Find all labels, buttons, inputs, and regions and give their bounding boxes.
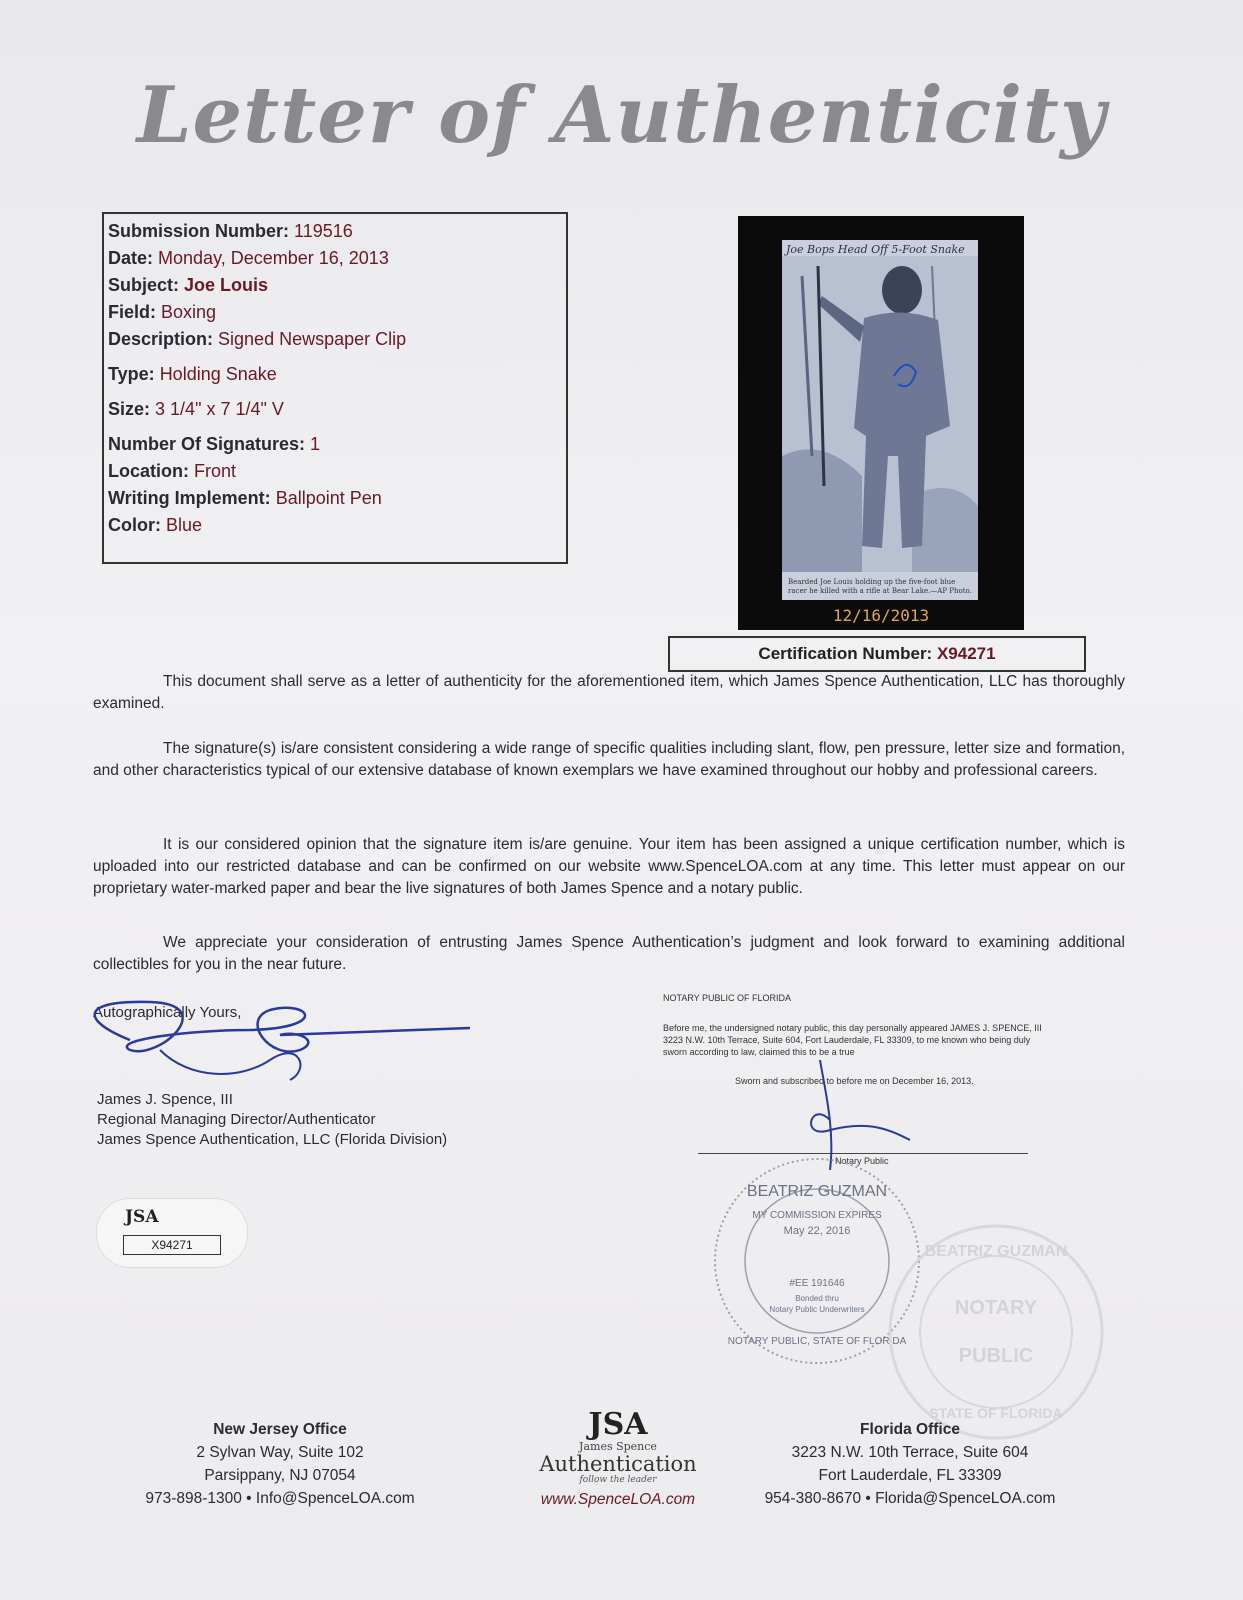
signatures-row (108, 431, 562, 458)
logo-tagline: follow the leader (579, 1475, 657, 1485)
clip-caption: Bearded Joe Louis holding up the five-foot blue racer he killed with a rifle at Bear Lake.—AP Photo. (788, 578, 972, 595)
field-value: Boxing (161, 302, 217, 322)
closing-text: Autographically Yours, (93, 1004, 242, 1021)
submission-value: 119516 (294, 221, 353, 241)
sticker-brand: JSA (125, 1207, 159, 1227)
certification-label: Certification Number: (758, 644, 933, 663)
seal-bonded-text: Bonded thru (795, 1294, 839, 1303)
footer-website-link[interactable]: www.SpenceLOA.com (540, 1491, 696, 1508)
description-label: Description: (108, 329, 214, 349)
submission-label: Submission Number: (108, 221, 290, 241)
certification-box (668, 636, 1086, 672)
jsa-hologram-sticker (96, 1198, 248, 1268)
field-row (108, 299, 562, 326)
seal-commission-text: MY COMMISSION EXPIRES (752, 1210, 882, 1221)
color-row (108, 512, 562, 539)
size-label: Size: (108, 399, 151, 419)
logo-jsa: JSA (588, 1407, 648, 1442)
signer-name: James J. Spence, III (97, 1091, 233, 1108)
seal-name-text: BEATRIZ GUZMAN (746, 1183, 888, 1200)
seal-expires-text: May 22, 2016 (783, 1225, 851, 1237)
document-title: Letter of Authenticity (136, 70, 1107, 161)
seal-underwriters-text: Notary Public Underwriters (769, 1305, 865, 1314)
boxer-figure-illustration (782, 256, 978, 572)
description-row (108, 326, 562, 353)
location-row (108, 458, 562, 485)
date-value: Monday, December 16, 2013 (158, 248, 389, 268)
paragraph-3-text: It is our considered opinion that the signature item is/are genuine. Your item has been assigned a unique certification number, which is uploaded into our restricted database and can be confirmed on our website www.SpenceLOA.com at any time. This letter must appear on our proprietary water-marked paper and bear the live signatures of both James Spence and a notary public. (93, 836, 1125, 897)
clip-headline: Joe Bops Head Off 5-Foot Snake (786, 243, 965, 256)
footer-new-jersey-office (120, 1418, 440, 1510)
spence-signature (70, 990, 490, 1090)
implement-label: Writing Implement: (108, 488, 271, 508)
color-value: Blue (166, 515, 203, 535)
subject-value: Joe Louis (184, 275, 269, 295)
paragraph-1-text: This document shall serve as a letter of authenticity for the aforementioned item, which James Spence Authentication, LLC has thoroughly examined. (93, 673, 1125, 712)
logo-james-spence: James Spence (579, 1440, 657, 1453)
date-label: Date: (108, 248, 154, 268)
location-label: Location: (108, 461, 189, 481)
type-row (108, 361, 562, 388)
notary-public-label: Notary Public (835, 1156, 889, 1166)
item-details-box (102, 212, 568, 564)
size-row (108, 396, 562, 423)
color-label: Color: (108, 515, 161, 535)
signatures-label: Number Of Signatures: (108, 434, 306, 454)
field-label: Field: (108, 302, 156, 322)
certification-number: X94271 (936, 644, 996, 663)
logo-authentication: Authentication (539, 1452, 697, 1476)
seal-state-text: NOTARY PUBLIC, STATE OF FLORIDA (727, 1336, 907, 1347)
item-photo (738, 216, 1024, 630)
emboss-public-text: PUBLIC (958, 1345, 1034, 1367)
submission-row (108, 218, 562, 245)
paragraph-1 (93, 671, 1125, 715)
photo-date-stamp: 12/16/2013 (832, 606, 930, 625)
paragraph-2 (93, 738, 1125, 782)
emboss-notary-text: NOTARY (954, 1297, 1038, 1319)
notary-sworn-line: Sworn and subscribed to before me on December 16, 2013. (735, 1076, 974, 1086)
size-value: 3 1/4" x 7 1/4" V (155, 399, 284, 419)
date-row (108, 245, 562, 272)
signer-company: James Spence Authentication, LLC (Florida Division) (97, 1131, 448, 1148)
type-value: Holding Snake (159, 364, 277, 384)
signer-block (97, 1090, 447, 1150)
nj-address-line2: Parsippany, NJ 07054 (204, 1467, 356, 1484)
notary-title: NOTARY PUBLIC OF FLORIDA (663, 993, 792, 1003)
seal-number-text: #EE 191646 (789, 1278, 845, 1289)
nj-heading: New Jersey Office (213, 1421, 347, 1438)
footer-florida-office (730, 1418, 1090, 1510)
sticker-number: X94271 (123, 1235, 221, 1255)
emboss-state-text: STATE OF FLORIDA (929, 1405, 1063, 1421)
jsa-footer-logo (508, 1407, 728, 1509)
implement-row (108, 485, 562, 512)
signer-role: Regional Managing Director/Authenticator (97, 1111, 376, 1128)
signatures-value: 1 (310, 434, 321, 454)
description-value: Signed Newspaper Clip (218, 329, 407, 349)
notary-statement: Before me, the undersigned notary public, this day personally appeared JAMES J. SPENCE, III 3223 N.W. 10th Terrace, Suite 604, Fort Lauderdale, FL 33309, to me known who being duly sworn according to law, claimed this to be a true (663, 1023, 1042, 1057)
paragraph-3 (93, 834, 1125, 900)
type-label: Type: (108, 364, 155, 384)
paragraph-4-text: We appreciate your consideration of entrusting James Spence Authentication’s judgment and look forward to examining additional collectibles for you in the near future. (93, 934, 1125, 973)
paragraph-2-text: The signature(s) is/are consistent considering a wide range of specific qualities including slant, flow, pen pressure, letter size and formation, and other characteristics typical of our extensive database of known exemplars we have examined throughout our hobby and professional careers. (93, 740, 1125, 779)
notary-embossed-seal (886, 1222, 1106, 1442)
fl-heading: Florida Office (860, 1421, 960, 1438)
location-value: Front (194, 461, 237, 481)
subject-row (108, 272, 562, 299)
implement-value: Ballpoint Pen (275, 488, 382, 508)
newspaper-clip (782, 240, 978, 600)
paragraph-4 (93, 932, 1125, 976)
emboss-name-text: BEATRIZ GUZMAN (924, 1243, 1068, 1260)
nj-address-line1: 2 Sylvan Way, Suite 102 (196, 1444, 364, 1461)
fl-address-line1: 3223 N.W. 10th Terrace, Suite 604 (791, 1444, 1029, 1461)
subject-label: Subject: (108, 275, 180, 295)
fl-address-line2: Fort Lauderdale, FL 33309 (818, 1467, 1002, 1484)
nj-contact: 973-898-1300 • Info@SpenceLOA.com (145, 1490, 415, 1507)
fl-contact: 954-380-8670 • Florida@SpenceLOA.com (764, 1490, 1056, 1507)
